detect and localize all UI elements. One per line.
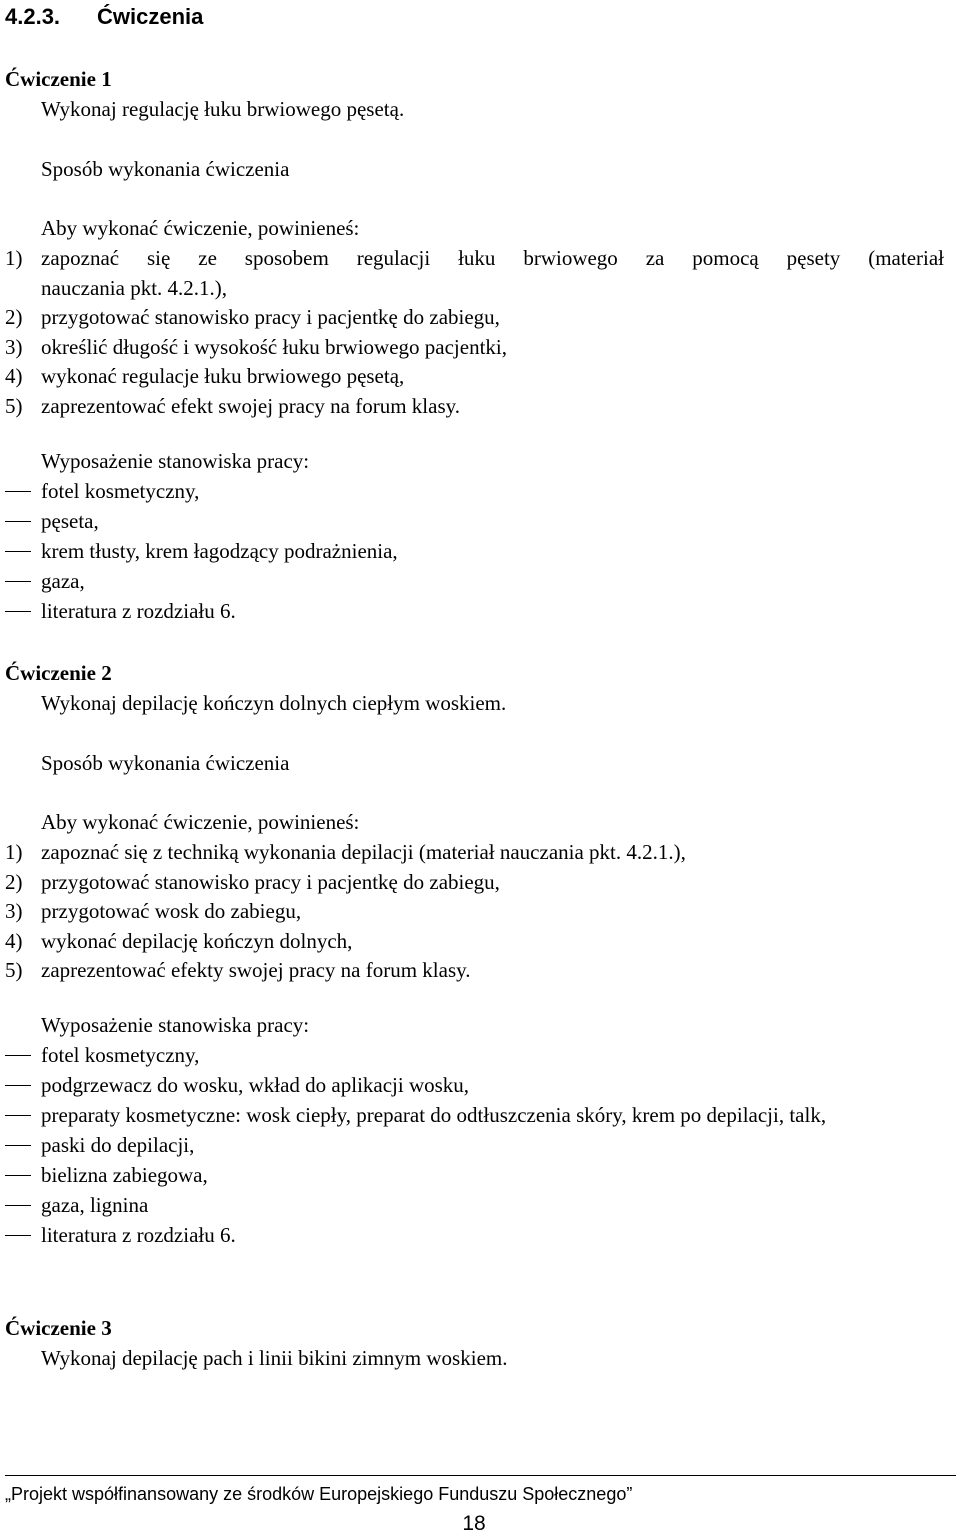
exercise-3 [0,1314,960,1374]
exercise-1-equipment [0,447,960,627]
equipment-heading: Wyposażenie stanowiska pracy: [41,449,310,473]
steps-list [0,838,960,986]
page-number: 18 [462,1512,486,1535]
list-item: 4) wykonać regulacje łuku brwiowego pęsetą, [5,364,405,388]
equipment-heading: Wyposażenie stanowiska pracy: [41,1013,310,1037]
dash-bullet [5,1221,41,1251]
list-item: literatura z rozdziału 6. [5,597,944,627]
list-item: fotel kosmetyczny, [5,477,944,507]
exercise-task: Wykonaj regulację łuku brwiowego pęsetą. [41,97,405,121]
list-item: fotel kosmetyczny, [5,1041,944,1071]
equipment-list [0,1041,960,1251]
exercise-task: Wykonaj depilację pach i linii bikini zimnym woskiem. [41,1346,508,1370]
steps-intro: Aby wykonać ćwiczenie, powinieneś: [41,810,360,834]
list-item: bielizna zabiegowa, [5,1161,944,1191]
dash-bullet [5,537,41,567]
method-heading: Sposób wykonania ćwiczenia [41,750,290,775]
exercise-task: Wykonaj depilację kończyn dolnych ciepłym woskiem. [41,691,507,715]
section-title: Ćwiczenia [97,4,204,29]
footer-text: „Projekt współfinansowany ze środków Europejskiego Funduszu Społecznego” [5,1484,633,1504]
dash-bullet [5,477,41,507]
list-item: pęseta, [5,507,944,537]
dash-bullet [5,507,41,537]
list-item: paski do depilacji, [5,1131,944,1161]
dash-bullet [5,567,41,597]
dash-bullet [5,1071,41,1101]
dash-bullet [5,1191,41,1221]
list-item: 2) przygotować stanowisko pracy i pacjentkę do zabiegu, [5,305,500,329]
list-item: 1) zapoznać się z techniką wykonania depilacji (materiał nauczania pkt. 4.2.1.), [5,840,686,864]
list-item: 3) określić długość i wysokość łuku brwiowego pacjentki, [5,334,507,359]
list-item: gaza, lignina [5,1191,944,1221]
list-item: gaza, [5,567,944,597]
list-item: 5) zaprezentować efekt swojej pracy na forum klasy. [5,393,461,418]
exercise-1 [0,65,960,421]
steps-list [0,244,960,421]
list-item: 4) wykonać depilację kończyn dolnych, [5,928,353,953]
dash-bullet [5,1101,41,1131]
exercise-title: Ćwiczenie 2 [5,661,112,685]
list-item: podgrzewacz do wosku, wkład do aplikacji wosku, [5,1071,944,1101]
list-item: preparaty kosmetyczne: wosk ciepły, preparat do odtłuszczenia skóry, krem po depilacji, talk, [5,1101,944,1131]
list-item: 2) przygotować stanowisko pracy i pacjentkę do zabiegu, [5,869,500,894]
method-heading: Sposób wykonania ćwiczenia [41,156,290,181]
list-item: krem tłusty, krem łagodzący podrażnienia, [5,537,944,567]
dash-bullet [5,597,41,627]
dash-bullet [5,1041,41,1071]
exercise-title: Ćwiczenie 1 [5,67,112,91]
list-item: literatura z rozdziału 6. [5,1221,944,1251]
section-number: 4.2.3. [5,4,61,29]
dash-bullet [5,1161,41,1191]
exercise-2-equipment [0,1011,960,1251]
dash-bullet [5,1131,41,1161]
footer-rule [5,1475,956,1476]
list-item-continuation: nauczania pkt. 4.2.1.), [41,275,228,300]
equipment-list [0,477,960,627]
section-heading [5,2,203,32]
steps-intro: Aby wykonać ćwiczenie, powinieneś: [41,216,360,240]
list-item: 5) zaprezentować efekty swojej pracy na forum klasy. [5,958,471,982]
exercise-title: Ćwiczenie 3 [5,1316,112,1340]
exercise-2 [0,659,960,986]
list-item: 3) przygotować wosk do zabiegu, [5,899,302,923]
list-item: 1) zapoznać się ze sposobem regulacji łuku brwiowego za pomocą pęsety (materiał [5,246,944,270]
